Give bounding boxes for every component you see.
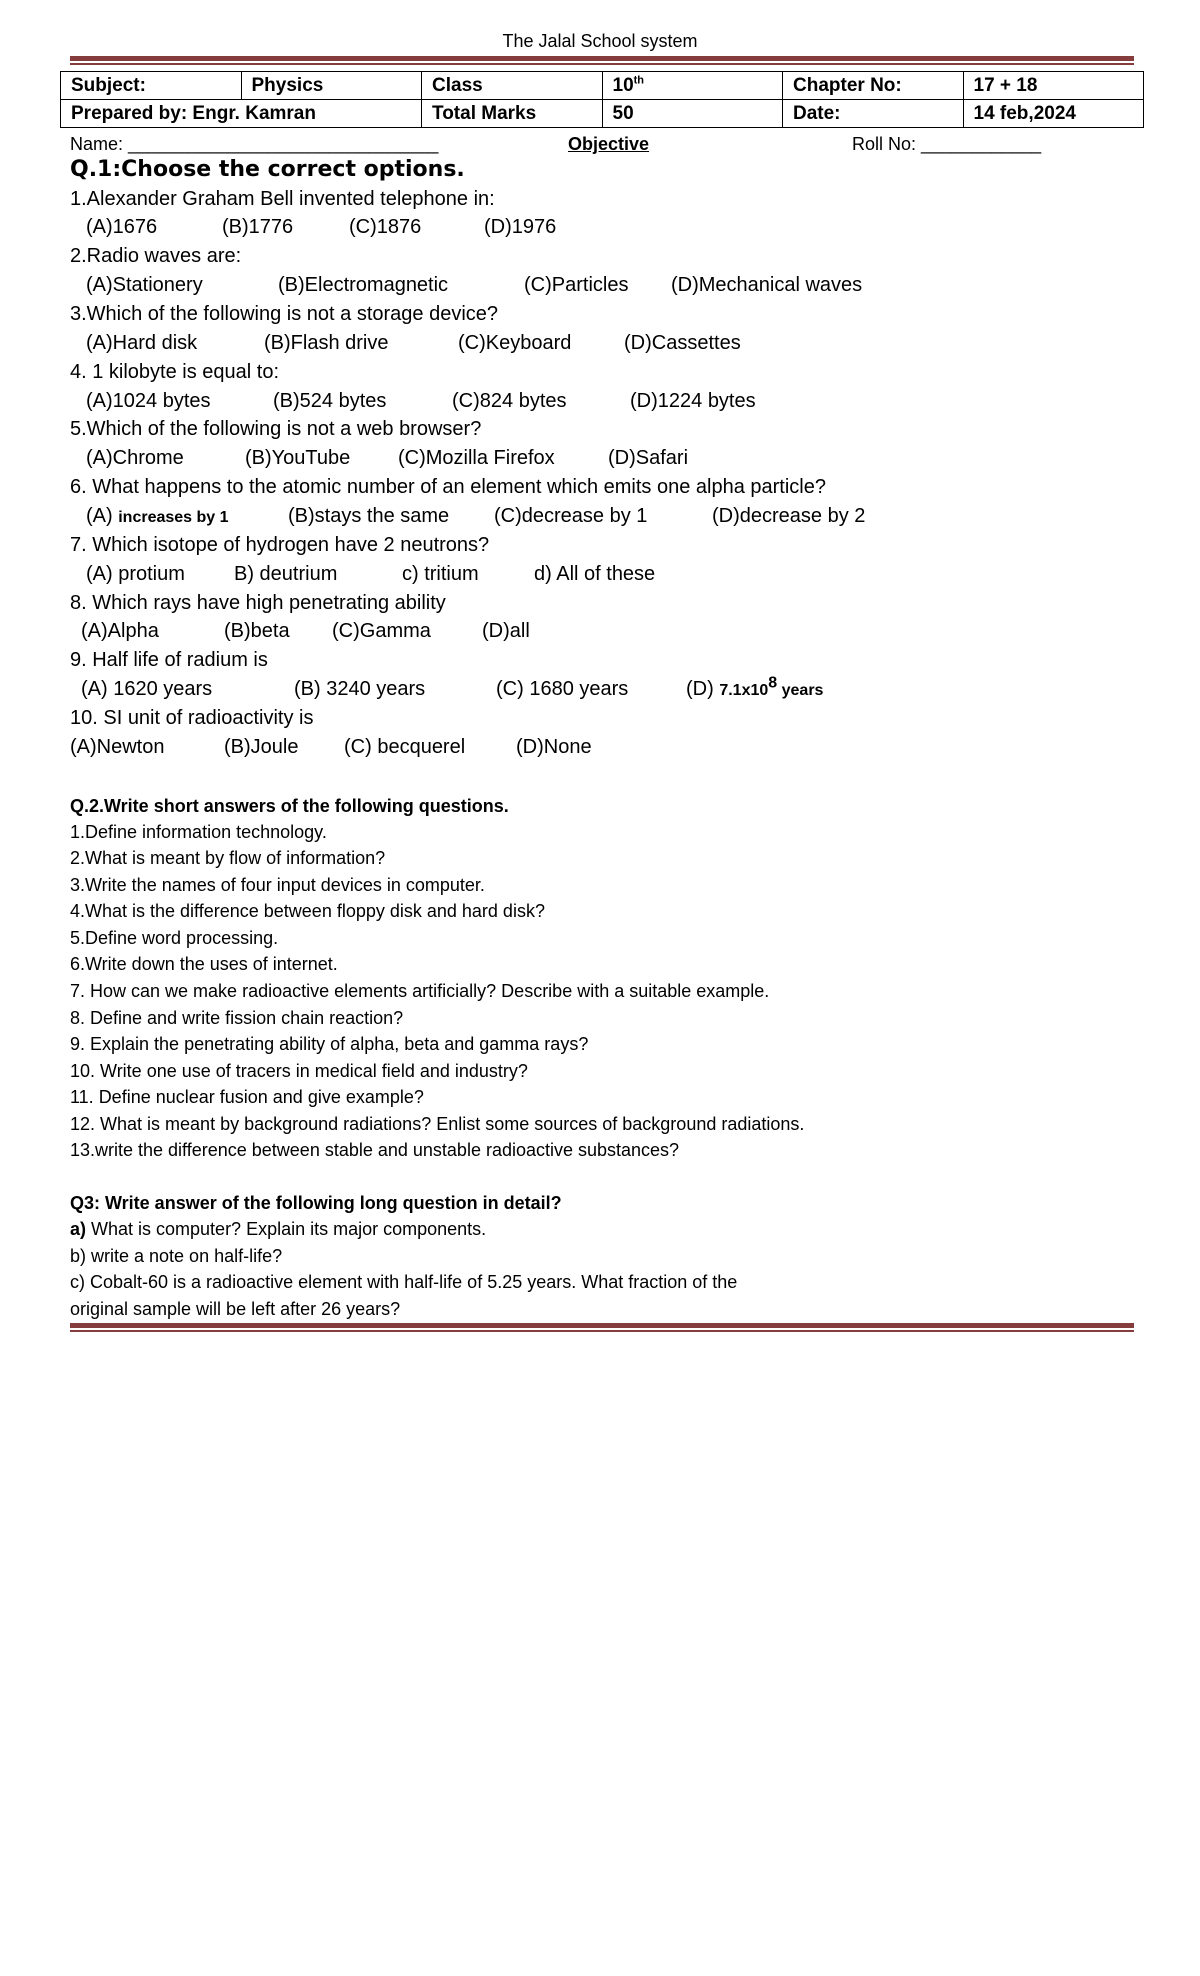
subject-value: Physics	[241, 72, 422, 100]
mcq-option: (B)524 bytes	[273, 390, 387, 412]
mcq-question: 9. Half life of radium is	[70, 649, 268, 671]
q1-heading: Q.1:Choose the correct options.	[70, 157, 465, 182]
mcq-question: 5.Which of the following is not a web browser?	[70, 418, 482, 440]
long-question-a	[70, 1219, 486, 1240]
mcq-option: (C)824 bytes	[452, 390, 567, 412]
mcq-option	[686, 674, 824, 701]
option-letter: (D)	[686, 678, 714, 700]
mcq-option: (B)Flash drive	[264, 332, 389, 354]
date-value: 14 feb,2024	[963, 100, 1144, 128]
mcq-options	[0, 563, 1200, 589]
class-suffix: th	[633, 74, 645, 87]
mcq-option: (C)Gamma	[332, 620, 431, 642]
short-question: 9. Explain the penetrating ability of alpha, beta and gamma rays?	[70, 1034, 589, 1054]
total-marks-label: Total Marks	[422, 100, 603, 128]
long-question-b: b) write a note on half-life?	[70, 1246, 283, 1266]
mcq-option: (B)YouTube	[245, 447, 351, 469]
mcq-option: d) All of these	[534, 563, 656, 585]
mcq-options	[0, 332, 1200, 358]
short-question: 8. Define and write fission chain reaction?	[70, 1008, 404, 1028]
mcq-option: (C)Particles	[524, 274, 629, 296]
mcq-option: (D)1224 bytes	[630, 390, 756, 412]
mcq-question: 1.Alexander Graham Bell invented telephone in:	[70, 188, 495, 210]
mcq-option: (A) protium	[86, 563, 185, 585]
option-text-bold: increases by 1	[118, 509, 229, 526]
mcq-question: 8. Which rays have high penetrating ability	[70, 592, 446, 614]
mcq-option: (B)beta	[224, 620, 290, 642]
class-label: Class	[422, 72, 603, 100]
short-question: 11. Define nuclear fusion and give example?	[70, 1087, 424, 1107]
mcq-option: B) deutrium	[234, 563, 338, 585]
option-unit: years	[777, 682, 824, 699]
mcq-option: (B)Electromagnetic	[278, 274, 449, 296]
short-question: 7. How can we make radioactive elements artificially? Describe with a suitable example.	[70, 981, 770, 1001]
top-double-rule	[70, 56, 1134, 65]
q3-heading: Q3: Write answer of the following long question in detail?	[70, 1193, 562, 1213]
mcq-option: (D)Mechanical waves	[671, 274, 863, 296]
mcq-option: (A) 1620 years	[81, 678, 213, 700]
mcq-option: (B)stays the same	[288, 505, 450, 527]
short-question: 3.Write the names of four input devices in computer.	[70, 875, 485, 895]
mcq-options	[0, 390, 1200, 416]
mcq-option: (C)decrease by 1	[494, 505, 648, 527]
mcq-question: 4. 1 kilobyte is equal to:	[70, 361, 280, 383]
mcq-options	[0, 447, 1200, 473]
mcq-options	[0, 736, 1200, 762]
mcq-question: 6. What happens to the atomic number of an element which emits one alpha particle?	[70, 476, 826, 498]
mcq-options	[0, 274, 1200, 300]
option-letter: (A)	[86, 505, 113, 527]
long-question-c-line1: c) Cobalt-60 is a radioactive element with half-life of 5.25 years. What fraction of the	[70, 1272, 738, 1292]
mcq-option: c) tritium	[402, 563, 479, 585]
mcq-option: (A)1024 bytes	[86, 390, 211, 412]
mcq-option: (A)Hard disk	[86, 332, 198, 354]
mcq-option: (C)Keyboard	[458, 332, 572, 354]
roll-number-field[interactable]: Roll No: ____________	[852, 134, 1042, 154]
mcq-option: (D)all	[482, 620, 530, 642]
mcq-option: (D)1976	[484, 216, 557, 238]
date-label: Date:	[783, 100, 964, 128]
mcq-option	[86, 505, 229, 528]
total-marks-value: 50	[602, 100, 783, 128]
short-question: 10. Write one use of tracers in medical field and industry?	[70, 1061, 528, 1081]
short-question: 6.Write down the uses of internet.	[70, 954, 338, 974]
short-question: 5.Define word processing.	[70, 928, 279, 948]
info-row-1	[61, 72, 1144, 100]
mcq-option: (C)Mozilla Firefox	[398, 447, 555, 469]
subject-label: Subject:	[61, 72, 242, 100]
short-question: 4.What is the difference between floppy disk and hard disk?	[70, 901, 545, 921]
option-value-bold: 7.1x10	[719, 682, 769, 699]
mcq-question: 7. Which isotope of hydrogen have 2 neutrons?	[70, 534, 490, 556]
mcq-option: (B)Joule	[224, 736, 299, 758]
class-value: 10	[612, 75, 634, 96]
mcq-option: (A)Stationery	[86, 274, 203, 296]
short-question: 2.What is meant by flow of information?	[70, 848, 386, 868]
q2-heading: Q.2.Write short answers of the following questions.	[70, 796, 509, 816]
bottom-double-rule	[70, 1323, 1134, 1332]
class-value-cell	[602, 72, 783, 100]
mcq-option: (B)1776	[222, 216, 294, 238]
mcq-option: (D)None	[516, 736, 592, 758]
mcq-question: 10. SI unit of radioactivity is	[70, 707, 314, 729]
mcq-option: (C) 1680 years	[496, 678, 629, 700]
mcq-option: (A)Newton	[70, 736, 165, 758]
name-field[interactable]: Name: _______________________________	[70, 134, 439, 154]
info-row-2	[61, 100, 1144, 128]
option-exponent: 8	[768, 674, 778, 692]
mcq-option: (D)decrease by 2	[712, 505, 866, 527]
mcq-options	[0, 674, 1200, 704]
mcq-option: (C)1876	[349, 216, 422, 238]
part-text: What is computer? Explain its major components.	[86, 1219, 487, 1239]
school-title: The Jalal School system	[502, 31, 698, 51]
info-table	[60, 71, 1144, 128]
long-question-c-line2: original sample will be left after 26 years?	[70, 1299, 401, 1319]
part-label: a)	[70, 1219, 87, 1239]
student-meta-row	[70, 134, 1134, 158]
mcq-option: (D)Safari	[608, 447, 689, 469]
mcq-option: (D)Cassettes	[624, 332, 741, 354]
mcq-option: (B) 3240 years	[294, 678, 426, 700]
chapter-value: 17 + 18	[963, 72, 1144, 100]
chapter-label: Chapter No:	[783, 72, 964, 100]
short-question: 1.Define information technology.	[70, 822, 327, 842]
mcq-option: (A)1676	[86, 216, 158, 238]
mcq-question: 2.Radio waves are:	[70, 245, 242, 267]
objective-label: Objective	[568, 134, 650, 154]
mcq-options	[0, 620, 1200, 646]
mcq-options	[0, 505, 1200, 531]
mcq-option: (A)Chrome	[86, 447, 184, 469]
short-question: 12. What is meant by background radiations? Enlist some sources of background radiations.	[70, 1114, 805, 1134]
mcq-option: (C) becquerel	[344, 736, 466, 758]
mcq-question: 3.Which of the following is not a storage device?	[70, 303, 499, 325]
prepared-by: Prepared by: Engr. Kamran	[61, 100, 422, 128]
short-question: 13.write the difference between stable and unstable radioactive substances?	[70, 1140, 680, 1160]
mcq-option: (A)Alpha	[81, 620, 159, 642]
mcq-options	[0, 216, 1200, 242]
